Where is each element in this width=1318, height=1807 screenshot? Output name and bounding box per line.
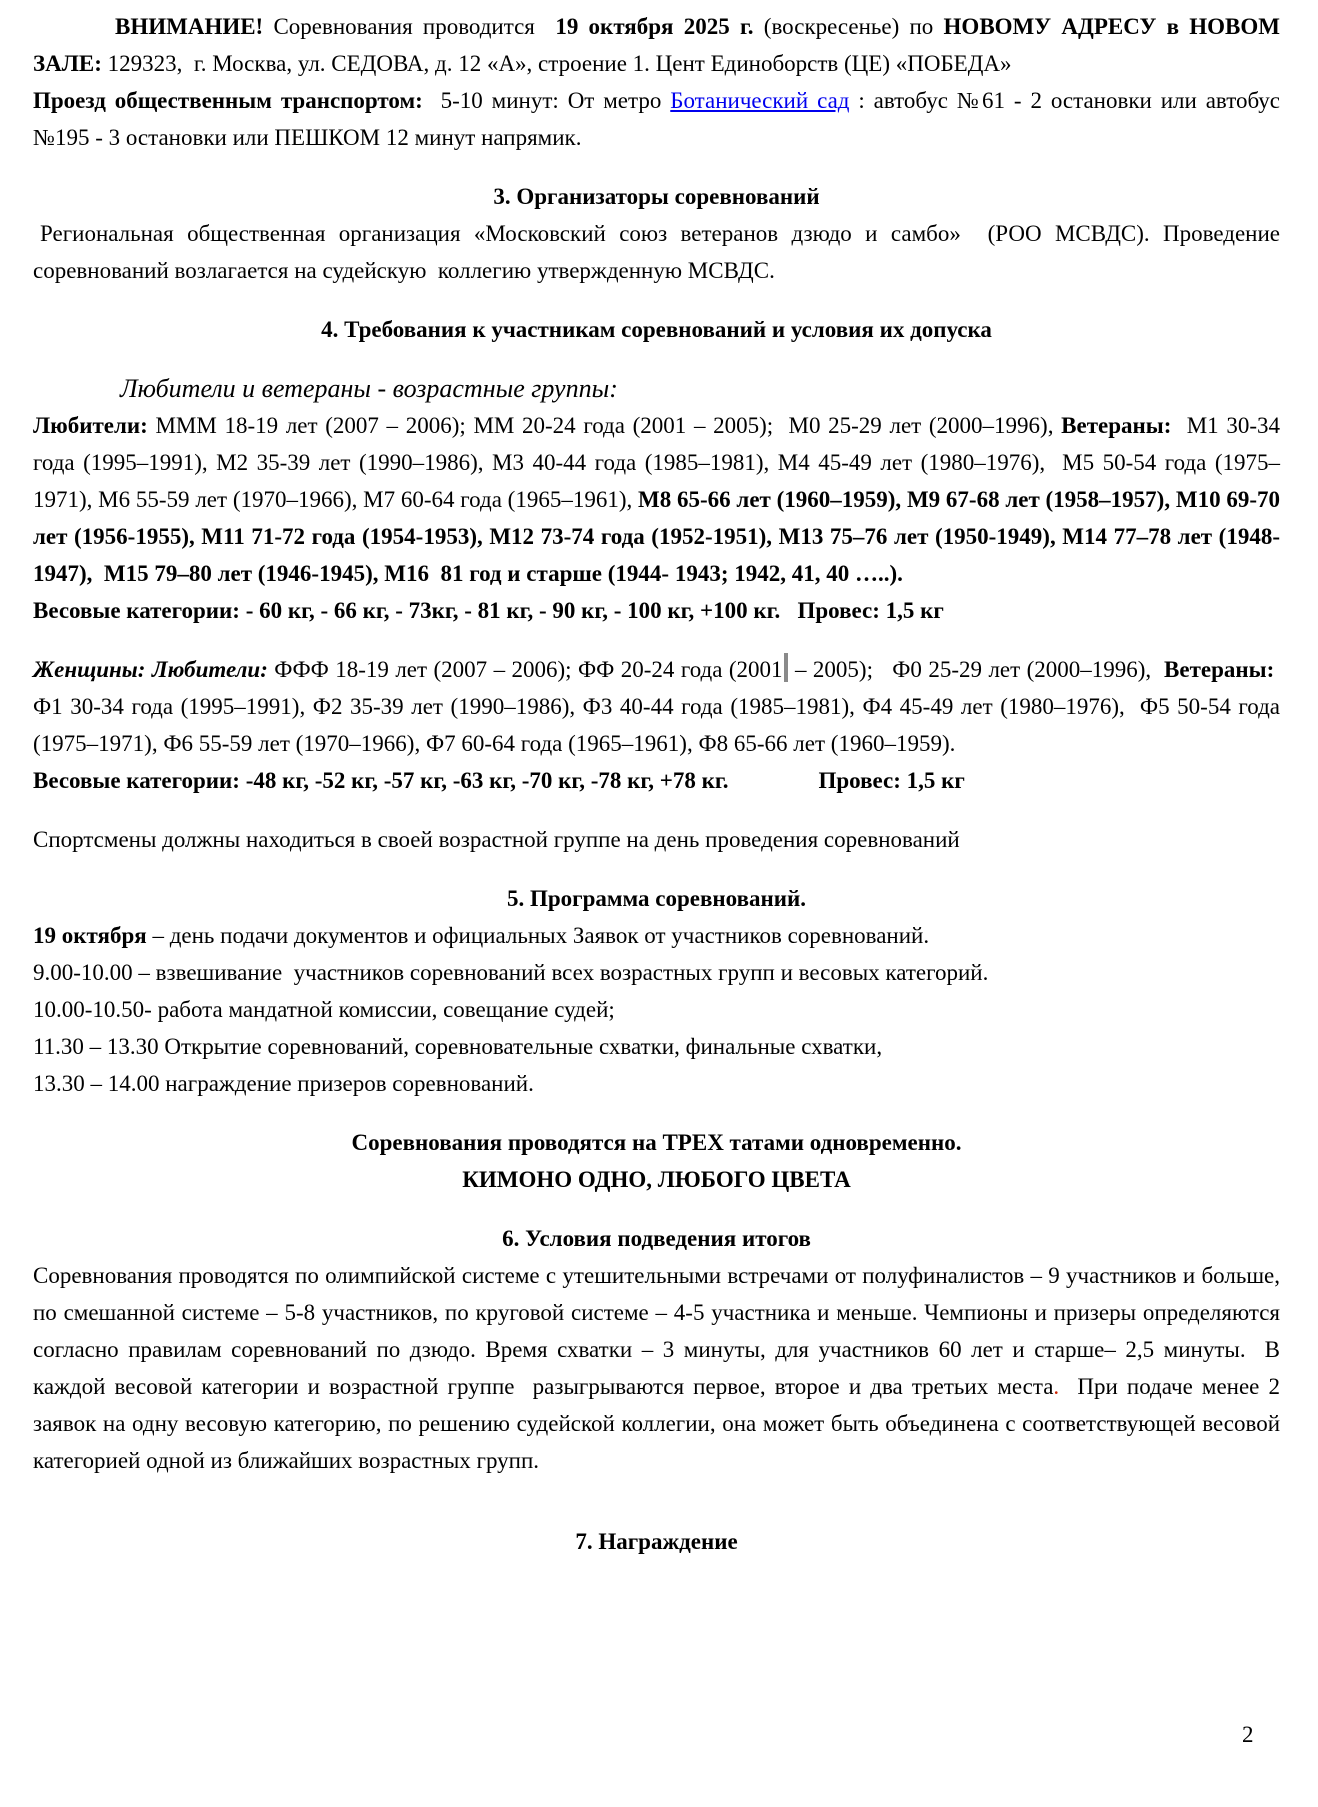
- blank-line: [33, 1479, 1280, 1501]
- text-run: 5-10 минут: От метро: [422, 88, 671, 113]
- notice-paragraph: [33, 8, 1280, 82]
- text-cursor: [784, 653, 788, 682]
- results-paragraph: [33, 1257, 1280, 1479]
- tatami-note: [33, 1124, 1280, 1161]
- text-run: 129323, г. Москва, ул. СЕДОВА, д. 12 «А», строение 1. Цент Единоборств (ЦЕ) «ПОБЕДА»: [101, 51, 1012, 76]
- blank-line: [33, 348, 1280, 370]
- text-run: 9.00-10.00 – взвешивание участников соревнований всех возрастных групп и весовых категорий.: [33, 960, 989, 985]
- program-line-commission: [33, 991, 1280, 1028]
- blank-line: [33, 629, 1280, 651]
- women-age-groups-paragraph: [33, 651, 1280, 762]
- text-run: Любители:: [33, 413, 148, 438]
- metro-station-link[interactable]: Ботанический сад: [670, 88, 850, 113]
- text-run: Провес: 1,5 кг: [818, 768, 965, 793]
- text-run: ФФФ 18-19 лет (2007 – 2006); ФФ 20-24 года (2001: [267, 657, 783, 682]
- text-run: НОВОМУ АДРЕСУ в НОВОМ ЗАЛЕ:: [33, 14, 1280, 76]
- text-run: МММ 18-19 лет (2007 – 2006); ММ 20-24 года (2001 – 2005); М0 25-29 лет (2000–1996),: [147, 413, 1062, 438]
- text-run: 4. Требования к участникам соревнований и условия их допуска: [321, 317, 992, 342]
- men-age-groups-paragraph: [33, 407, 1280, 592]
- text-run: Региональная общественная организация «Московский союз ветеранов дзюдо и самбо» (РОО МСВДС). Проведение соревнований возлагается на судейскую коллегию утвержденную МСВДС.: [33, 221, 1280, 283]
- text-run: 19 октября 2025 г.: [555, 14, 754, 39]
- blank-line: [33, 1198, 1280, 1220]
- text-run: Весовые категории: - 60 кг, - 66 кг, - 73кг, - 81 кг, - 90 кг, - 100 кг, +100 кг. Провес: 1,5 кг: [33, 598, 944, 623]
- blank-line: [33, 156, 1280, 178]
- text-run: ВНИМАНИЕ!: [115, 14, 264, 39]
- text-run: М8 65-66 лет (1960–1959), М9 67-68 лет (1958–1957), М10 69-70 лет (1956-1955), М11 71-72 года (1954-1953), М12 73-74 года (1952-1951), М13 75–76 лет (1950-1949), М14 77–78 лет (1948-1947), М15 79–80 лет (1946-1945), М16 81 год и старше (1944- 1943; 1942, 41, 40 …..).: [33, 487, 1280, 586]
- organizers-paragraph: [33, 215, 1280, 289]
- text-run: 7. Награждение: [575, 1529, 738, 1554]
- blank-line: [33, 1102, 1280, 1124]
- text-run: М1 30-34 года (1995–1991), М2 35-39 лет (1990–1986), М3 40-44 года (1985–1981), М4 45-49 лет (1980–1976), М5 50-54 года (1975–1971), М6 55-59 лет (1970–1966), М7 60-64 года (1965–1961),: [33, 413, 1280, 512]
- text-run: – день подачи документов и официальных Заявок от участников соревнований.: [146, 923, 930, 948]
- blank-line: [33, 858, 1280, 880]
- text-run: 3. Организаторы соревнований: [493, 184, 820, 209]
- age-groups-subtitle: [33, 370, 1280, 407]
- age-group-rule: [33, 821, 1280, 858]
- women-weight-categories: [33, 762, 1280, 799]
- text-run: 5. Программа соревнований.: [506, 886, 807, 911]
- text-run: Проезд общественным транспортом:: [33, 88, 423, 113]
- page-number: 2: [1242, 1722, 1254, 1747]
- section-3-heading: [33, 178, 1280, 215]
- text-run: (воскресенье) по: [753, 14, 944, 39]
- text-run: КИМОНО ОДНО, ЛЮБОГО ЦВЕТА: [462, 1167, 851, 1192]
- text-run: 10.00-10.50- работа мандатной комиссии, совещание судей;: [33, 997, 615, 1022]
- text-run: Любители и ветераны - возрастные группы:: [120, 374, 618, 403]
- text-run: Женщины: Любители:: [33, 657, 268, 682]
- text-run: Ф1 30-34 года (1995–1991), Ф2 35-39 лет (1990–1986), Ф3 40-44 года (1985–1981), Ф4 45-49 лет (1980–1976), Ф5 50-54 года (1975–1971), Ф6 55-59 лет (1970–1966), Ф7 60-64 года (1965–1961), Ф8 65-66 лет (1960–1959).: [33, 657, 1281, 756]
- blank-line: [33, 289, 1280, 311]
- text-run: 13.30 – 14.00 награждение призеров соревнований.: [33, 1071, 534, 1096]
- text-run: Спортсмены должны находиться в своей возрастной группе на день проведения соревнований: [33, 827, 960, 852]
- text-run: 11.30 – 13.30 Открытие соревнований, соревновательные схватки, финальные схватки,: [33, 1034, 883, 1059]
- men-weight-categories: [33, 592, 1280, 629]
- text-run: 19 октября: [33, 923, 147, 948]
- program-line-opening: [33, 1028, 1280, 1065]
- program-line-awards: [33, 1065, 1280, 1102]
- text-run: Соревнования проводятся на ТРЕХ татами одновременно.: [351, 1130, 962, 1155]
- text-run: Ветераны:: [1164, 657, 1275, 682]
- text-run: При подаче менее 2 заявок на одну весовую категорию, по решению судейской коллегии, она может быть объединена с соответствующей весовой категорией одной из ближайших возрастных групп.: [33, 1374, 1280, 1473]
- program-line-documents: [33, 917, 1280, 954]
- text-run: 6. Условия подведения итогов: [502, 1226, 811, 1251]
- section-6-heading: [33, 1220, 1280, 1257]
- blank-line: [33, 799, 1280, 821]
- text-run: .: [1053, 1374, 1060, 1399]
- section-7-heading: [33, 1523, 1280, 1560]
- text-run: Весовые категории: -48 кг, -52 кг, -57 кг, -63 кг, -70 кг, -78 кг, +78 кг.: [33, 768, 729, 793]
- section-5-heading: [33, 880, 1280, 917]
- kimono-note: [33, 1161, 1280, 1198]
- text-run: Соревнования проводятся по олимпийской системе с утешительными встречами от полуфиналистов – 9 участников и больше, по смешанной системе – 5-8 участников, по круговой системе – 4-5 участника и меньше. Чемпионы и призеры определяются согласно правилам соревнований по дзюдо. Время схватки – 3 минуты, для участников 60 лет и старше– 2,5 минуты. В каждой весовой категории и возрастной группе разыгрываются первое, второе и два третьих места: [33, 1263, 1280, 1399]
- text-run: Соревнования проводится: [263, 14, 556, 39]
- section-4-heading: [33, 311, 1280, 348]
- text-run: : автобус №61 - 2 остановки или автобус №195 - 3 остановки или ПЕШКОМ 12 минут напрямик.: [33, 88, 1281, 150]
- blank-line: [33, 1501, 1280, 1523]
- text-run: Ветераны:: [1061, 413, 1172, 438]
- program-line-weighin: [33, 954, 1280, 991]
- document-content: [33, 8, 1280, 1560]
- text-run: – 2005); Ф0 25-29 лет (2000–1996),: [788, 657, 1165, 682]
- transport-paragraph: [33, 82, 1280, 156]
